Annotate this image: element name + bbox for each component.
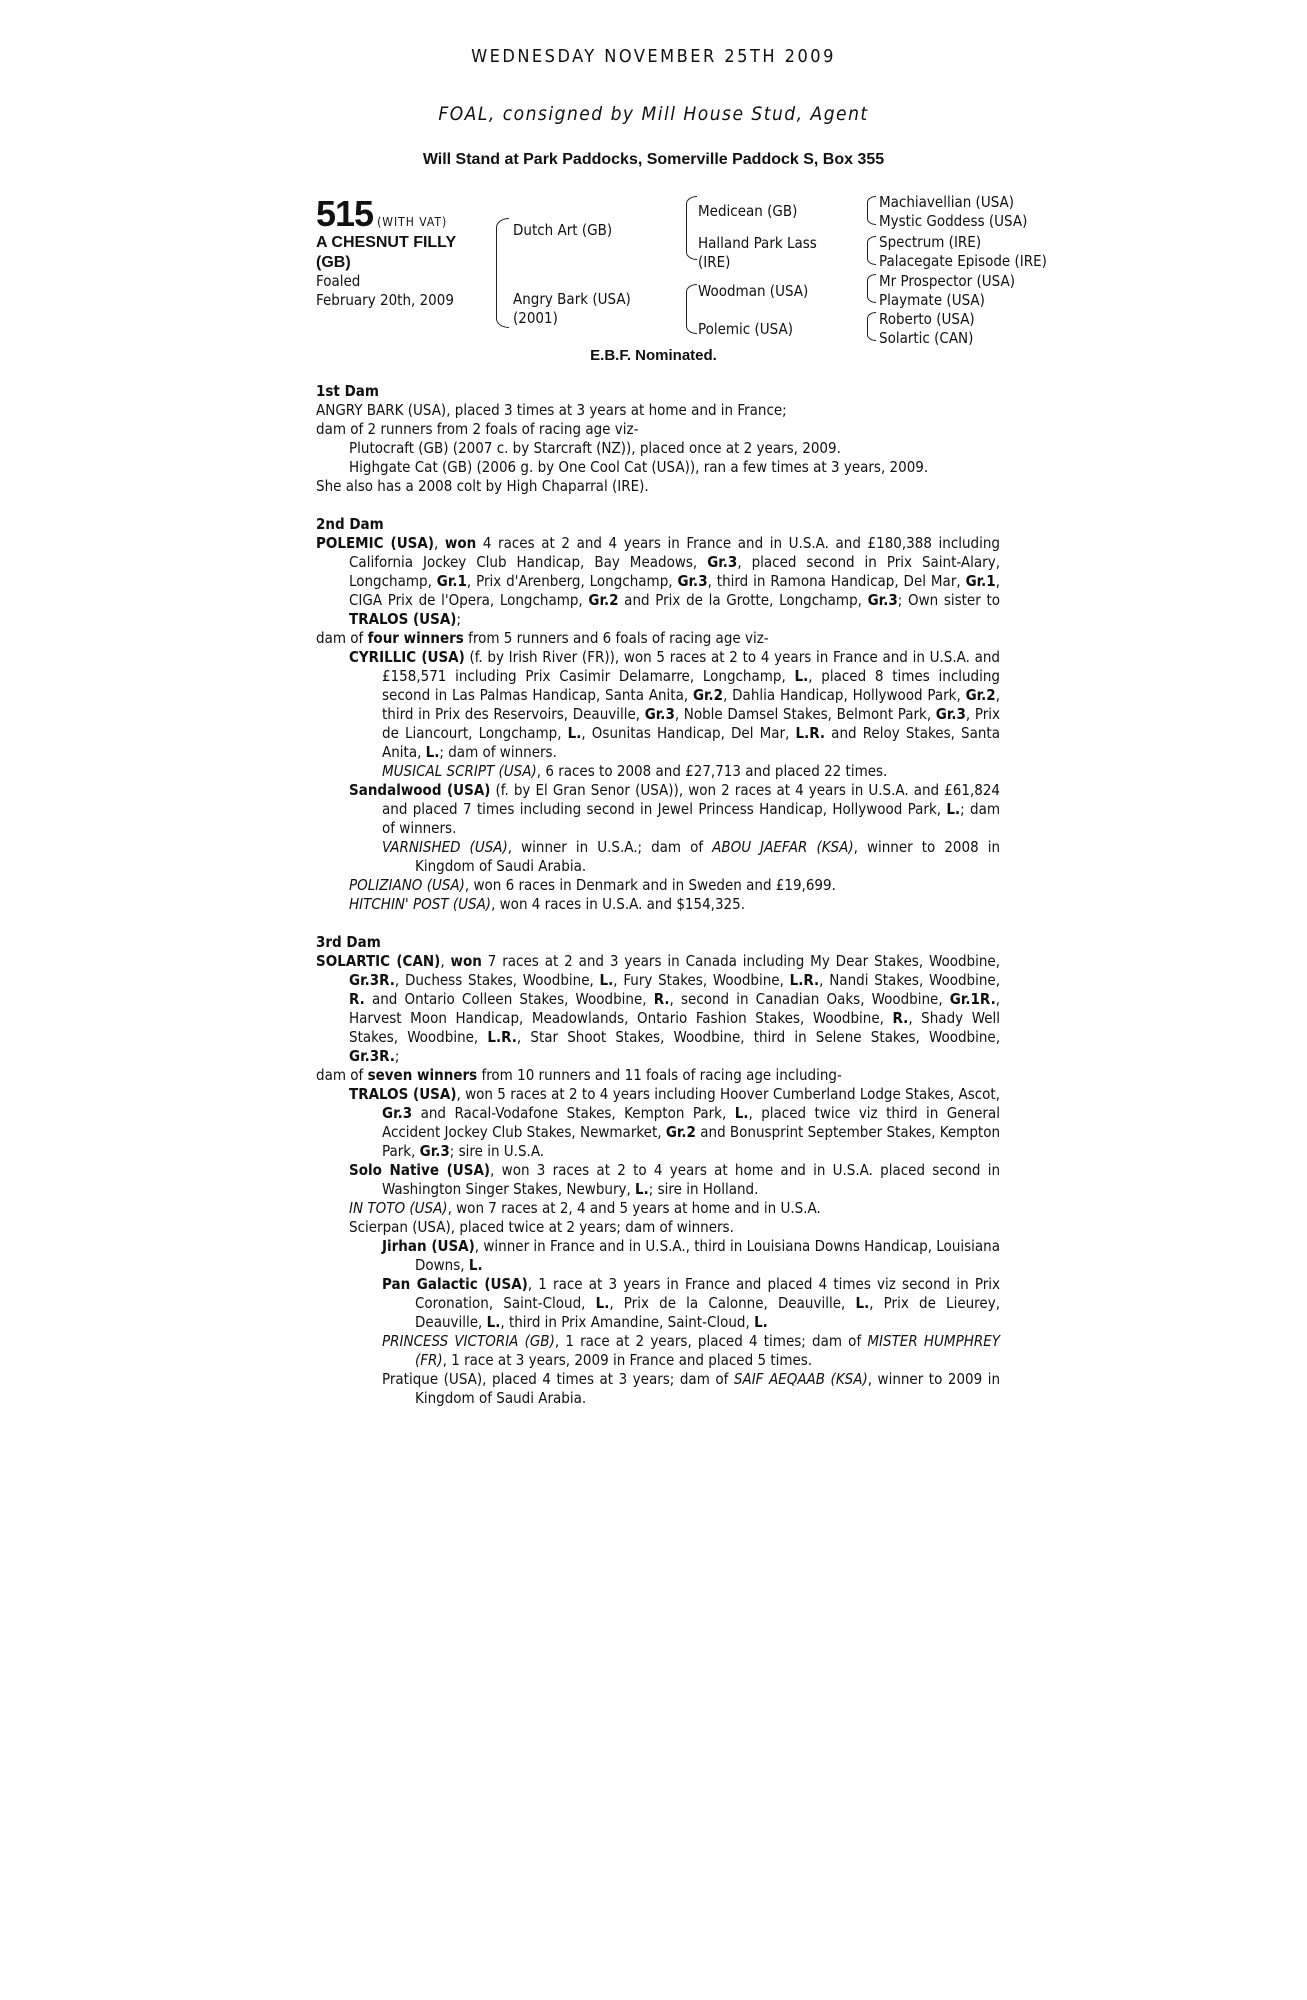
text: , third in Prix des Reservoirs, Deauville, bbox=[382, 686, 1000, 723]
dam-sire-dam: Playmate (USA) bbox=[879, 291, 985, 309]
third-dam-name: SOLARTIC (CAN) bbox=[316, 952, 441, 970]
produce-in-toto bbox=[316, 1199, 1000, 1218]
sire-dam-sire: Spectrum (IRE) bbox=[879, 233, 982, 251]
text: , Fury Stakes, Woodbine, bbox=[613, 971, 790, 989]
won-label: won bbox=[444, 534, 477, 552]
text: , won 7 races at 2, 4 and 5 years at home and in U.S.A. bbox=[447, 1199, 821, 1217]
grade: L. bbox=[599, 971, 614, 989]
won-label: won bbox=[450, 952, 482, 970]
text: , won 4 races in U.S.A. and $154,325. bbox=[491, 895, 745, 913]
grade: Gr.3 bbox=[644, 705, 675, 723]
text: , Prix de Liancourt, Longchamp, bbox=[382, 705, 1000, 742]
text: , Osunitas Handicap, Del Mar, bbox=[581, 724, 796, 742]
grade: Gr.3 bbox=[419, 1142, 450, 1160]
text: ; bbox=[456, 610, 462, 628]
grade: Gr.2 bbox=[965, 686, 996, 704]
horse-name: A CHESNUT FILLY bbox=[316, 234, 457, 251]
grade: L. bbox=[635, 1180, 649, 1198]
grade: L. bbox=[946, 800, 961, 818]
second-dam-heading: 2nd Dam bbox=[316, 515, 384, 533]
grade: R. bbox=[349, 990, 365, 1008]
foaled-date: February 20th, 2009 bbox=[316, 291, 454, 309]
text: Pratique (USA), placed 4 times at 3 years; dam of bbox=[382, 1370, 734, 1388]
grade: L.R. bbox=[789, 971, 820, 989]
text: and Bonusprint September Stakes, Kempton Park, bbox=[382, 1123, 1000, 1160]
sale-date: WEDNESDAY NOVEMBER 25TH 2009 bbox=[471, 46, 836, 67]
first-dam-damof: dam of 2 runners from 2 foals of racing age viz- bbox=[316, 420, 639, 438]
horse-name: Sandalwood (USA) bbox=[349, 781, 491, 799]
text: ; Own sister to bbox=[897, 591, 1000, 609]
text: , third in Prix Amandine, Saint-Cloud, bbox=[500, 1313, 755, 1331]
grade: Gr.3R. bbox=[349, 971, 395, 989]
text: , 1 race at 3 years in France and placed 4 times viz second in Prix Coronation, Saint-Cloud, bbox=[415, 1275, 1000, 1312]
text: , 6 races to 2008 and £27,713 and placed 22 times. bbox=[536, 762, 888, 780]
text: , Prix d'Arenberg, Longchamp, bbox=[466, 572, 678, 590]
sire: Dutch Art (GB) bbox=[513, 221, 613, 239]
dam-year: (2001) bbox=[513, 309, 558, 327]
produce-hitchin-post bbox=[316, 895, 1000, 914]
stand-location: Will Stand at Park Paddocks, Somerville Paddock S, Box 355 bbox=[422, 151, 885, 168]
text: , Noble Damsel Stakes, Belmont Park, bbox=[674, 705, 936, 723]
produce-princess-victoria bbox=[316, 1332, 1000, 1370]
text: and Prix de la Grotte, Longchamp, bbox=[618, 591, 868, 609]
text: , won 3 races at 2 to 4 years at home and in U.S.A. placed second in Washington Singer Stakes, Newbury, bbox=[382, 1161, 1000, 1198]
third-dam-heading: 3rd Dam bbox=[316, 933, 381, 951]
text: 4 races at 2 and 4 years in France and in U.S.A. and £180,388 including California Jockey Club Handicap, Bay Meadows, bbox=[349, 534, 1000, 571]
pedigree-brace-4a bbox=[867, 196, 876, 225]
pedigree-brace-4b bbox=[867, 236, 876, 265]
consignment-line: FOAL, consigned by Mill House Stud, Agent bbox=[438, 103, 869, 125]
produce-tralos bbox=[316, 1085, 1000, 1161]
second-dam-record: POLEMIC (USA), won 4 races at 2 and 4 years in France and in U.S.A. and £180,388 including California Jockey Club Handicap, Bay Meadows, Gr.3, placed second in Prix Saint-Alary, Longchamp, Gr.1, Prix d'Arenberg, Longchamp, Gr.3, third in Ramona Handicap, Del Mar, Gr.1, CIGA Prix de l'Opera, Longchamp, Gr.2 and Prix de la Grotte, Longchamp, Gr.3; Own sister to TRALOS (USA); bbox=[316, 534, 1000, 628]
text: dam of bbox=[316, 1066, 368, 1084]
vat-note: (WITH VAT) bbox=[377, 215, 448, 229]
produce-sandalwood bbox=[316, 781, 1000, 838]
text: from 10 runners and 11 foals of racing age including- bbox=[477, 1066, 842, 1084]
horse-name: TRALOS (USA) bbox=[349, 1085, 457, 1103]
lot-number-value: 515 bbox=[316, 193, 374, 234]
text: , placed 8 times including second in Las Palmas Handicap, Santa Anita, bbox=[382, 667, 1000, 704]
pedigree-brace-main bbox=[496, 218, 509, 328]
grade: Gr.3 bbox=[935, 705, 966, 723]
grade: Gr.3 bbox=[382, 1104, 413, 1122]
produce-highgate-cat: Highgate Cat (GB) (2006 g. by One Cool Cat (USA)), ran a few times at 3 years, 2009. bbox=[349, 458, 929, 476]
produce-poliziano bbox=[316, 876, 1000, 895]
produce-2008-colt: She also has a 2008 colt by High Chaparral (IRE). bbox=[316, 477, 649, 495]
pedigree-brace-4d bbox=[867, 312, 876, 341]
text: ; sire in Holland. bbox=[648, 1180, 759, 1198]
dam: Angry Bark (USA) bbox=[513, 290, 631, 308]
grade: L.R. bbox=[795, 724, 826, 742]
grade: R. bbox=[653, 990, 670, 1008]
sire-sire: Medicean (GB) bbox=[698, 202, 798, 220]
text: , CIGA Prix de l'Opera, Longchamp, bbox=[349, 572, 1000, 609]
text: , Star Shoot Stakes, Woodbine, third in Selene Stakes, Woodbine, bbox=[516, 1028, 1000, 1046]
second-dam-damof bbox=[316, 629, 1000, 648]
horse-name: Jirhan (USA) bbox=[382, 1237, 475, 1255]
grade: L. bbox=[734, 1104, 749, 1122]
text: , winner to 2009 in Kingdom of Saudi Arabia. bbox=[415, 1370, 1001, 1407]
text: and Reloy Stakes, Santa Anita, bbox=[382, 724, 1000, 761]
horse-country: (GB) bbox=[316, 254, 351, 271]
horse-name: Solo Native (USA) bbox=[349, 1161, 491, 1179]
grade: Gr.1 bbox=[965, 572, 996, 590]
text: dam of bbox=[316, 629, 368, 647]
horse-name: CYRILLIC (USA) bbox=[349, 648, 465, 666]
grade: L. bbox=[595, 1294, 610, 1312]
dam-dam: Polemic (USA) bbox=[698, 320, 794, 338]
text: , Nandi Stakes, Woodbine, bbox=[819, 971, 1000, 989]
winners-count: seven winners bbox=[367, 1066, 478, 1084]
text: , Prix de la Calonne, Deauville, bbox=[609, 1294, 856, 1312]
sister-name: TRALOS (USA) bbox=[349, 610, 457, 628]
sire-sire-dam: Mystic Goddess (USA) bbox=[879, 212, 1028, 230]
produce-musical-script bbox=[316, 762, 1000, 781]
second-dam-name: POLEMIC (USA) bbox=[316, 534, 434, 552]
grade: Gr.3 bbox=[677, 572, 708, 590]
grade: Gr.3 bbox=[707, 553, 738, 571]
dam-sire-sire: Mr Prospector (USA) bbox=[879, 272, 1016, 290]
grade: L. bbox=[567, 724, 582, 742]
grade: Gr.2 bbox=[588, 591, 619, 609]
horse-name: SAIF AEQAAB (KSA) bbox=[733, 1370, 868, 1388]
first-dam-line: ANGRY BARK (USA), placed 3 times at 3 years at home and in France; bbox=[316, 401, 787, 419]
produce-pan-galactic bbox=[316, 1275, 1000, 1332]
text: and Racal-Vodafone Stakes, Kempton Park, bbox=[412, 1104, 735, 1122]
pedigree-brace-4c bbox=[867, 274, 876, 303]
grade: Gr.3 bbox=[867, 591, 898, 609]
text: ; dam of winners. bbox=[439, 743, 557, 761]
text: , won 5 races at 2 to 4 years including Hoover Cumberland Lodge Stakes, Ascot, bbox=[456, 1085, 1000, 1103]
horse-name: VARNISHED (USA) bbox=[382, 838, 508, 856]
text: , winner in U.S.A.; dam of bbox=[507, 838, 713, 856]
grade: R. bbox=[892, 1009, 909, 1027]
text: (f. by Irish River (FR)), won 5 races at 2 to 4 years in France and in U.S.A. and £158,571 including Prix Casimir Delamarre, Longchamp, bbox=[382, 648, 1000, 685]
grade: Gr.2 bbox=[665, 1123, 696, 1141]
grade: L. bbox=[425, 743, 440, 761]
horse-name: Pan Galactic (USA) bbox=[382, 1275, 528, 1293]
grade: L. bbox=[468, 1256, 483, 1274]
horse-name: HITCHIN' POST (USA) bbox=[349, 895, 492, 913]
text: , placed twice viz third in General Accident Jockey Club Stakes, Newmarket, bbox=[382, 1104, 1000, 1141]
grade: L. bbox=[794, 667, 809, 685]
text: , Dahlia Handicap, Hollywood Park, bbox=[723, 686, 966, 704]
lot-number bbox=[316, 193, 447, 235]
produce-pratique bbox=[316, 1370, 1000, 1408]
dam-dam-dam: Solartic (CAN) bbox=[879, 329, 974, 347]
sire-sire-sire: Machiavellian (USA) bbox=[879, 193, 1015, 211]
text: , 1 race at 3 years, 2009 in France and placed 5 times. bbox=[442, 1351, 813, 1369]
sire-dam-line1: Halland Park Lass bbox=[698, 234, 817, 252]
horse-name: POLIZIANO (USA) bbox=[349, 876, 465, 894]
text: , 1 race at 2 years, placed 4 times; dam of bbox=[554, 1332, 868, 1350]
grade: Gr.2 bbox=[692, 686, 724, 704]
foaled-info bbox=[316, 272, 454, 310]
text: , Prix de Lieurey, Deauville, bbox=[415, 1294, 1000, 1331]
horse-name: PRINCESS VICTORIA (GB) bbox=[382, 1332, 555, 1350]
produce-jirhan bbox=[316, 1237, 1000, 1275]
produce-record bbox=[316, 382, 1000, 1408]
text: from 5 runners and 6 foals of racing age viz- bbox=[463, 629, 769, 647]
grade: Gr.3R. bbox=[349, 1047, 395, 1065]
text: , won 6 races in Denmark and in Sweden and £19,699. bbox=[464, 876, 836, 894]
text: ; bbox=[394, 1047, 400, 1065]
text: , Shady Well Stakes, Woodbine, bbox=[349, 1009, 1000, 1046]
text: 7 races at 2 and 3 years in Canada including My Dear Stakes, Woodbine, bbox=[481, 952, 1001, 970]
text: , third in Ramona Handicap, Del Mar, bbox=[707, 572, 966, 590]
horse-name: MUSICAL SCRIPT (USA) bbox=[382, 762, 537, 780]
text: , Duchess Stakes, Woodbine, bbox=[394, 971, 600, 989]
text: ; sire in U.S.A. bbox=[449, 1142, 545, 1160]
text: ; dam of winners. bbox=[382, 800, 1000, 837]
produce-scierpan: Scierpan (USA), placed twice at 2 years; dam of winners. bbox=[349, 1218, 734, 1236]
pedigree-brace-sire bbox=[686, 196, 697, 260]
grade: Gr.1R. bbox=[949, 990, 996, 1008]
text: , winner to 2008 in Kingdom of Saudi Arabia. bbox=[415, 838, 1000, 875]
dam-sire: Woodman (USA) bbox=[698, 282, 809, 300]
text: , Harvest Moon Handicap, Meadowlands, Ontario Fashion Stakes, Woodbine, bbox=[349, 990, 1001, 1027]
text: , winner in France and in U.S.A., third in Louisiana Downs Handicap, Louisiana Downs, bbox=[415, 1237, 1000, 1274]
sire-dam-line2: (IRE) bbox=[698, 253, 731, 271]
grade: L. bbox=[754, 1313, 768, 1331]
text: , second in Canadian Oaks, Woodbine, bbox=[669, 990, 950, 1008]
horse-description bbox=[316, 233, 456, 273]
sire-dam-dam: Palacegate Episode (IRE) bbox=[879, 252, 1047, 270]
dam-dam-sire: Roberto (USA) bbox=[879, 310, 975, 328]
horse-name: IN TOTO (USA) bbox=[349, 1199, 448, 1217]
grade: L. bbox=[855, 1294, 870, 1312]
third-dam-damof bbox=[316, 1066, 1000, 1085]
pedigree-brace-dam bbox=[686, 284, 697, 334]
grade: L.R. bbox=[487, 1028, 517, 1046]
foaled-label: Foaled bbox=[316, 272, 361, 290]
grade: L. bbox=[486, 1313, 501, 1331]
produce-plutocraft: Plutocraft (GB) (2007 c. by Starcraft (NZ)), placed once at 2 years, 2009. bbox=[349, 439, 841, 457]
text: and Ontario Colleen Stakes, Woodbine, bbox=[364, 990, 654, 1008]
ebf-nominated: E.B.F. Nominated. bbox=[590, 347, 717, 364]
produce-solo-native bbox=[316, 1161, 1000, 1199]
winners-count: four winners bbox=[367, 629, 464, 647]
third-dam-record: SOLARTIC (CAN), won 7 races at 2 and 3 years in Canada including My Dear Stakes, Woodbine, Gr.3R., Duchess Stakes, Woodbine, L., Fury Stakes, Woodbine, L.R., Nandi Stakes, Woodbine, R. and Ontario Colleen Stakes, Woodbine, R., second in Canadian Oaks, Woodbine, Gr.1R., Harvest Moon Handicap, Meadowlands, Ontario Fashion Stakes, Woodbine, R., Shady Well Stakes, Woodbine, L.R., Star Shoot Stakes, Woodbine, third in Selene Stakes, Woodbine, Gr.3R.; bbox=[316, 952, 1001, 1065]
produce-varnished bbox=[316, 838, 1000, 876]
horse-name: ABOU JAEFAR (KSA) bbox=[712, 838, 854, 856]
grade: Gr.1 bbox=[436, 572, 467, 590]
produce-cyrillic bbox=[316, 648, 1000, 762]
horse-name: MISTER HUMPHREY (FR) bbox=[415, 1332, 1000, 1369]
first-dam-heading: 1st Dam bbox=[316, 382, 379, 400]
text: , placed second in Prix Saint-Alary, Longchamp, bbox=[349, 553, 1000, 590]
text: (f. by El Gran Senor (USA)), won 2 races at 4 years in U.S.A. and £61,824 and placed 7 times including second in Jewel Princess Handicap, Hollywood Park, bbox=[382, 781, 1001, 818]
